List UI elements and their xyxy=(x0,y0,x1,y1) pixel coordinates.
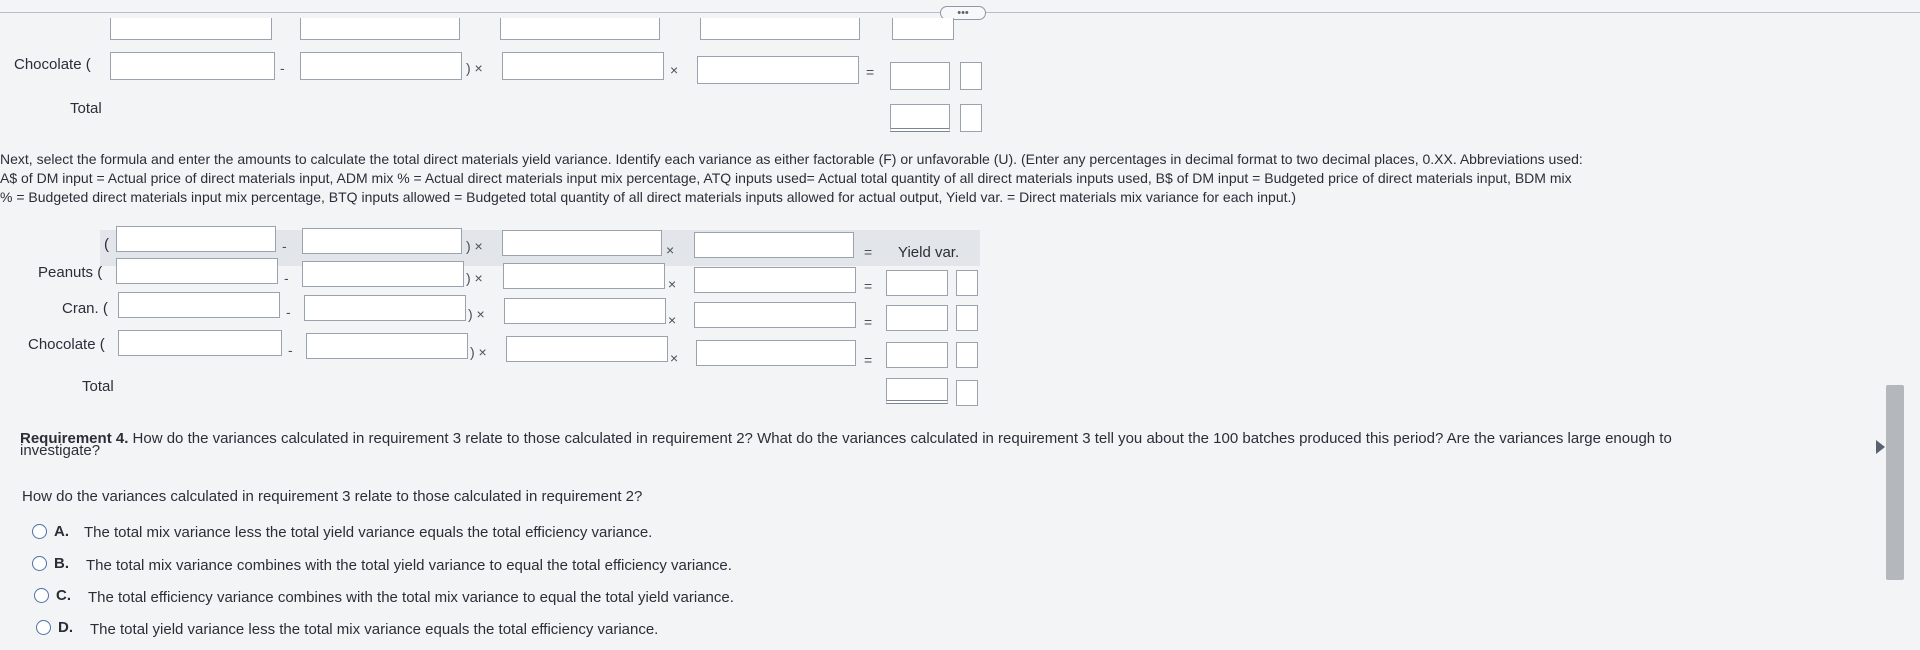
yield-peanuts-equals: = xyxy=(864,278,873,294)
requirement4-title: Requirement 4. xyxy=(20,430,129,447)
mix-chocolate-input-2[interactable] xyxy=(300,52,462,80)
yield-cran-minus: - xyxy=(286,304,291,320)
yield-cran-equals: = xyxy=(864,314,873,330)
yield-peanuts-result[interactable] xyxy=(886,270,948,296)
mix-chocolate-input-1[interactable] xyxy=(110,52,275,80)
yield-chocolate-input-3[interactable] xyxy=(506,336,668,362)
yield-cran-input-2[interactable] xyxy=(304,295,466,321)
yield-header-times: × xyxy=(666,242,675,258)
yield-total-fu-select[interactable] xyxy=(956,380,978,406)
yield-header-result-label: Yield var. xyxy=(898,244,960,261)
mix-chocolate-fu-select[interactable] xyxy=(960,62,982,90)
yield-total-result[interactable] xyxy=(886,378,948,404)
yield-chocolate-result[interactable] xyxy=(886,342,948,368)
yield-header-input-2[interactable] xyxy=(302,228,462,254)
instruction-line-1: Next, select the formula and enter the amounts to calculate the total direct materials yield variance. Identify each variance as either factorable (F) or unfavorable (U). (Enter any percentages in decimal format to two decimal places, 0.XX. Abbreviations used: xyxy=(0,151,1583,167)
yield-cran-input-3[interactable] xyxy=(504,298,666,324)
more-options-button[interactable]: ••• xyxy=(940,6,986,20)
yield-peanuts-input-3[interactable] xyxy=(503,263,665,289)
requirement4-prompt xyxy=(20,430,1672,447)
option-b-radio[interactable] xyxy=(32,556,47,571)
yield-chocolate-input-2[interactable] xyxy=(306,333,468,359)
cut-input-2[interactable] xyxy=(300,18,460,40)
option-d-letter: D. xyxy=(58,619,73,636)
cut-input-1[interactable] xyxy=(110,18,272,40)
option-a-text[interactable]: The total mix variance less the total yield variance equals the total efficiency variance. xyxy=(84,524,653,541)
yield-chocolate-times: × xyxy=(670,350,679,366)
yield-peanuts-times: × xyxy=(668,276,677,292)
yield-cran-times: × xyxy=(668,312,677,328)
mix-equals-op: = xyxy=(866,64,875,80)
yield-header-minus: - xyxy=(282,238,287,254)
yield-cran-result[interactable] xyxy=(886,305,948,331)
yield-chocolate-input-1[interactable] xyxy=(118,330,282,356)
mix-total-result[interactable] xyxy=(890,104,950,132)
mix-minus-op: - xyxy=(280,60,285,76)
mix-total-label: Total xyxy=(70,100,102,117)
mix-times-op: × xyxy=(670,62,679,78)
yield-header-equals: = xyxy=(864,244,873,260)
yield-cran-times-paren: ) × xyxy=(468,306,485,322)
option-c-radio[interactable] xyxy=(34,588,49,603)
mix-times-paren-op: ) × xyxy=(466,60,483,76)
option-b-text[interactable]: The total mix variance combines with the total yield variance to equal the total efficiency variance. xyxy=(86,557,732,574)
yield-row-label-peanuts: Peanuts ( xyxy=(38,264,103,281)
yield-row-label-cran: Cran. ( xyxy=(62,300,108,317)
cut-input-5[interactable] xyxy=(892,18,954,40)
cut-input-4[interactable] xyxy=(700,18,860,40)
instruction-line-2: A$ of DM input = Actual price of direct materials input, ADM mix % = Actual direct materials input mix percentage, ATQ inputs used= Actual total quantity of all direct materials inputs used, B$ of DM input = Budgeted price of direct materials input, BDM mix xyxy=(0,170,1572,186)
option-c-text[interactable]: The total efficiency variance combines with the total mix variance to equal the total yield variance. xyxy=(88,589,734,606)
mix-chocolate-result[interactable] xyxy=(890,62,950,90)
yield-header-input-3[interactable] xyxy=(502,230,662,256)
yield-chocolate-minus: - xyxy=(288,342,293,358)
yield-cran-input-4[interactable] xyxy=(694,302,856,328)
requirement4-text-line2: investigate? xyxy=(20,442,101,459)
yield-cran-fu-select[interactable] xyxy=(956,305,978,331)
option-a-letter: A. xyxy=(54,523,69,540)
option-b-letter: B. xyxy=(54,555,69,572)
mix-chocolate-input-3[interactable] xyxy=(502,52,664,80)
yield-chocolate-input-4[interactable] xyxy=(696,340,856,366)
mix-row-label-chocolate: Chocolate ( xyxy=(14,56,91,73)
yield-cran-input-1[interactable] xyxy=(118,292,280,318)
option-a-radio[interactable] xyxy=(32,524,47,539)
scroll-arrow-icon[interactable] xyxy=(1876,440,1885,454)
yield-peanuts-input-4[interactable] xyxy=(694,267,856,293)
option-d-text[interactable]: The total yield variance less the total mix variance equals the total efficiency variance. xyxy=(90,621,659,638)
requirement4-text: How do the variances calculated in requirement 3 relate to those calculated in requirement 2? What do the variances calculated in requirement 3 tell you about the 100 batches produced this period? Are the variances large enough to xyxy=(128,430,1672,447)
cut-input-3[interactable] xyxy=(500,18,660,40)
yield-header-times-paren: ) × xyxy=(466,238,483,254)
mix-total-fu-select[interactable] xyxy=(960,104,982,132)
requirement4-question: How do the variances calculated in requirement 3 relate to those calculated in requirement 2? xyxy=(22,488,643,505)
yield-total-label: Total xyxy=(82,378,114,395)
option-d-radio[interactable] xyxy=(36,620,51,635)
vertical-scrollbar[interactable] xyxy=(1886,385,1904,580)
yield-peanuts-times-paren: ) × xyxy=(466,270,483,286)
yield-header-paren: ( xyxy=(104,236,109,253)
yield-peanuts-fu-select[interactable] xyxy=(956,270,978,296)
yield-chocolate-fu-select[interactable] xyxy=(956,342,978,368)
yield-row-label-chocolate: Chocolate ( xyxy=(28,336,105,353)
yield-chocolate-times-paren: ) × xyxy=(470,344,487,360)
yield-header-input-4[interactable] xyxy=(694,232,854,258)
mix-chocolate-input-4[interactable] xyxy=(697,56,859,84)
yield-chocolate-equals: = xyxy=(864,352,873,368)
yield-peanuts-input-2[interactable] xyxy=(302,261,464,287)
yield-peanuts-minus: - xyxy=(284,270,289,286)
instruction-line-3: % = Budgeted direct materials input mix percentage, BTQ inputs allowed = Budgeted total quantity of all direct materials inputs allowed for actual output, Yield var. = Direct materials mix variance for each input.) xyxy=(0,189,1297,205)
option-c-letter: C. xyxy=(56,587,71,604)
yield-header-input-1[interactable] xyxy=(116,226,276,252)
yield-peanuts-input-1[interactable] xyxy=(116,258,278,284)
